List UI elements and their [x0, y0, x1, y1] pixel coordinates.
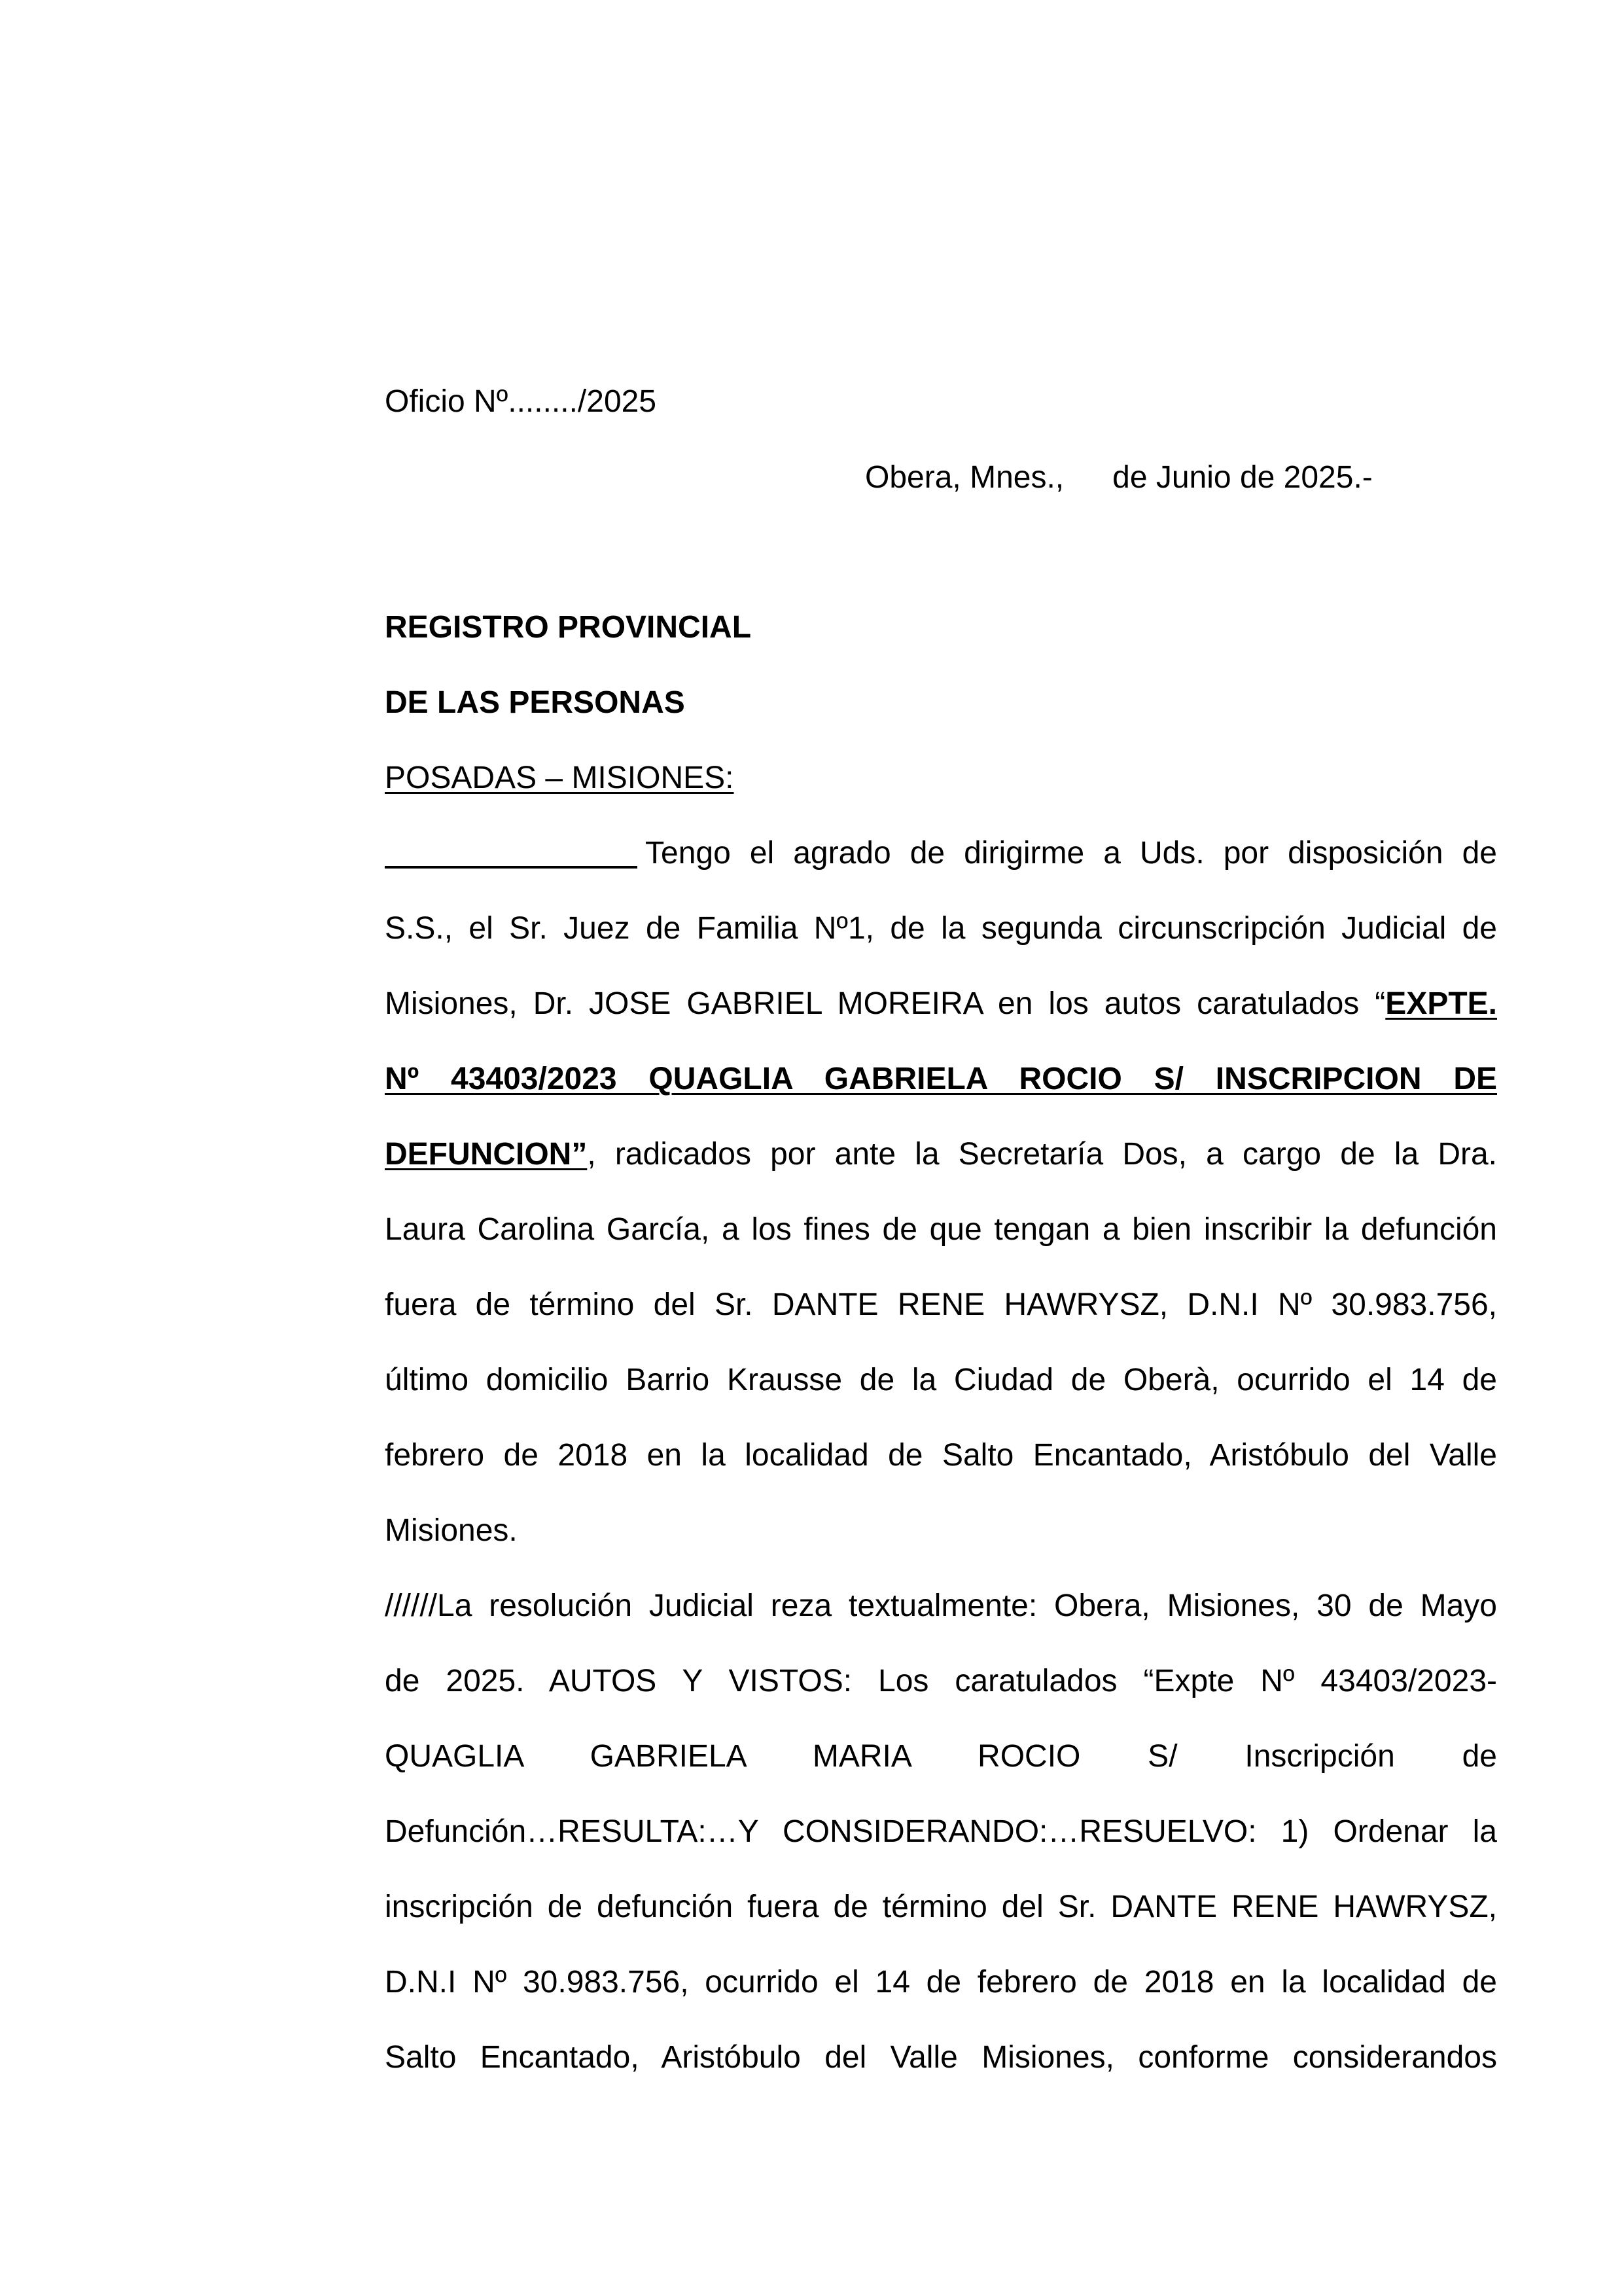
body-line: QUAGLIA GABRIELA MARIA ROCIO S/ Inscripción de [385, 1739, 1497, 1774]
body-line: Defunción…RESULTA:…Y CONSIDERANDO:…RESUELVO: 1) Ordenar la [385, 1814, 1497, 1849]
signature-blank-line [385, 866, 637, 869]
body-line: Laura Carolina García, a los fines de que tengan a bien inscribir la defunción [385, 1212, 1497, 1247]
body-text: , radicados por ante la Secretaría Dos, a cargo de la Dra. [587, 1137, 1497, 1172]
body-line: último domicilio Barrio Krausse de la Ciudad de Oberà, ocurrido el 14 de [385, 1363, 1497, 1397]
body-line: inscripción de defunción fuera de término del Sr. DANTE RENE HAWRYSZ, [385, 1890, 1497, 1924]
body-line: de 2025. AUTOS Y VISTOS: Los caratulados “Expte Nº 43403/2023- [385, 1664, 1497, 1698]
body-line: febrero de 2018 en la localidad de Salto Encantado, Aristóbulo del Valle [385, 1438, 1497, 1473]
date-rest: de Junio de 2025.- [1112, 460, 1373, 495]
body-line [385, 984, 1497, 1024]
recipient-line-2: DE LAS PERSONAS [385, 685, 685, 720]
body-line: Misiones. [385, 1513, 518, 1548]
body-line [385, 1135, 1497, 1174]
date-line [865, 458, 1373, 497]
body-line: S.S., el Sr. Juez de Familia Nº1, de la segunda circunscripción Judicial de [385, 911, 1497, 946]
body-line: Salto Encantado, Aristóbulo del Valle Misiones, conforme considerandos [385, 2040, 1497, 2075]
date-place: Obera, Mnes., [865, 460, 1065, 495]
expediente-title-end: DEFUNCION” [385, 1137, 588, 1172]
body-line: //////La resolución Judicial reza textualmente: Obera, Misiones, 30 de Mayo [385, 1588, 1497, 1623]
body-line: D.N.I Nº 30.983.756, ocurrido el 14 de febrero de 2018 en la localidad de [385, 1965, 1497, 2000]
body-line: fuera de término del Sr. DANTE RENE HAWRYSZ, D.N.I Nº 30.983.756, [385, 1287, 1497, 1322]
body-text: Misiones, Dr. JOSE GABRIEL MOREIRA en los autos caratulados “ [385, 986, 1386, 1021]
oficio-number: Oficio Nº......../2025 [385, 384, 657, 419]
body-line [385, 834, 1497, 873]
expediente-reference: EXPTE. [1385, 986, 1497, 1021]
recipient-line-3: POSADAS – MISIONES: [385, 761, 734, 795]
recipient-line-1: REGISTRO PROVINCIAL [385, 610, 752, 645]
expediente-title: Nº 43403/2023 QUAGLIA GABRIELA ROCIO S/ INSCRIPCION DE [385, 1062, 1497, 1096]
body-text: Tengo el agrado de dirigirme a Uds. por disposición de [645, 836, 1497, 870]
